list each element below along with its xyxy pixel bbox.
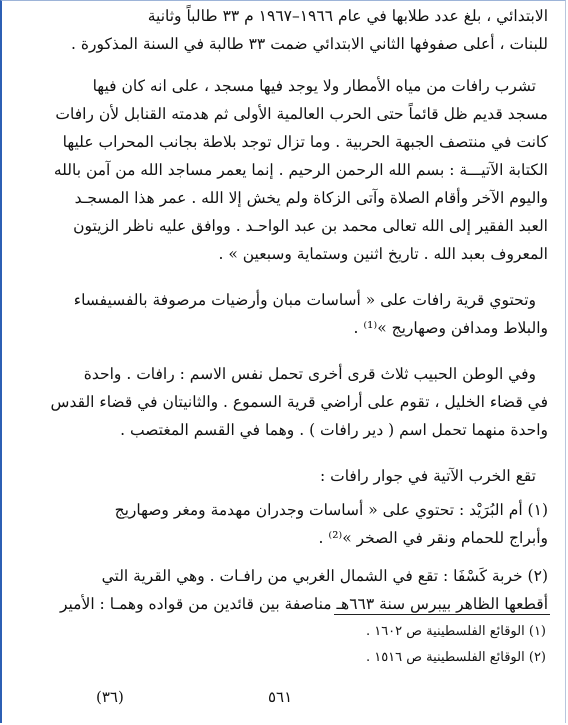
text-line: مسجد قديم ظل قائماً حتى الحرب العالمية الأولى ثم هدمته القنابل لأن رافات <box>55 105 548 123</box>
paragraph-khirbat-kasfa <box>32 562 548 618</box>
text-line: الابتدائي ، بلغ عدد طلابها في عام ١٩٦٦–١٩٦٧ م ٣٣ طالباً وثانية <box>147 7 548 25</box>
text-line: والبلاط ومدافن وصهاريج »⁽¹⁾ . <box>353 319 548 337</box>
paragraph-other-villages <box>32 360 548 444</box>
volume-page-number: ٥٦١ <box>268 688 293 706</box>
text-line: كانت في منتصف الجبهة الحربية . وما تزال توجد بلاطة بجانب المحراب عليها <box>62 133 548 151</box>
text-line: (١) أم البُرَيْد : تحتوي على « أساسات وجدران مهدمة ومغر وصهاريج <box>114 501 548 519</box>
text-line: وفي الوطن الحبيب ثلاث قرى أخرى تحمل نفس الاسم : رافات . واحدة <box>83 365 536 383</box>
document-page <box>32 2 548 636</box>
text-line: الكتابة الآتيـــة : بسم الله الرحمن الرحيم . إنما يعمر مساجد الله من آمن بالله <box>53 161 548 179</box>
footnote-1: (١) الوقائع الفلسطينية ص ١٦٠٢ . <box>365 624 546 639</box>
text-line: العبد الفقير إلى الله تعالى محمد بن عبد الواحـد . ووافق عليه ناظر الزيتون <box>73 217 548 235</box>
footnote-divider <box>334 614 550 615</box>
text-line: وتحتوي قرية رافات على « أساسات مبان وأرضيات مرصوفة بالفسيفساء <box>73 291 536 309</box>
paragraph-mosque <box>32 72 548 268</box>
text-line: واحدة منهما تحمل اسم ( دير رافات ) . وهما في القسم المغتصب . <box>120 421 548 439</box>
paragraph-umm-al-buraid <box>32 496 548 552</box>
text-line: أقطعها الظاهر بيبرس سنة ٦٦٣هـ مناصفة بين قائدين من قواده وهمـا : الأمير <box>59 595 548 613</box>
paragraph-ruins <box>32 286 548 342</box>
text-line: المعروف بعبد الله . تاريخ اثنين وستماية وسبعين » . <box>218 245 548 263</box>
book-page-number: (٣٦) <box>96 688 124 706</box>
text-line: وأبراج للحمام ونقر في الصخر »⁽²⁾ . <box>318 529 548 547</box>
paragraph-school <box>32 2 548 58</box>
text-line: واليوم الآخر وأقام الصلاة وآتى الزكاة ولم يخش إلا الله . عمر هذا المسجـد <box>74 189 548 207</box>
footnote-2: (٢) الوقائع الفلسطينية ص ١٥١٦ . <box>365 650 546 665</box>
text-line: تشرب رافات من مياه الأمطار ولا يوجد فيها مسجد ، على انه كان فيها <box>92 77 536 95</box>
paragraph-khirab-intro <box>32 462 548 490</box>
text-line: للبنات ، أعلى صفوفها الثاني الابتدائي ضمت ٣٣ طالبة في السنة المذكورة . <box>70 35 548 53</box>
text-line: (٢) خربة كَسْفَا : تقع في الشمال الغربي من رافـات . وهي القرية التي <box>101 567 548 585</box>
text-line: في قضاء الخليل ، تقوم على أراضي قرية السموع . والثانيتان في قضاء القدس <box>50 393 548 411</box>
text-line: تقع الخرب الآتية في جوار رافات : <box>319 467 536 485</box>
